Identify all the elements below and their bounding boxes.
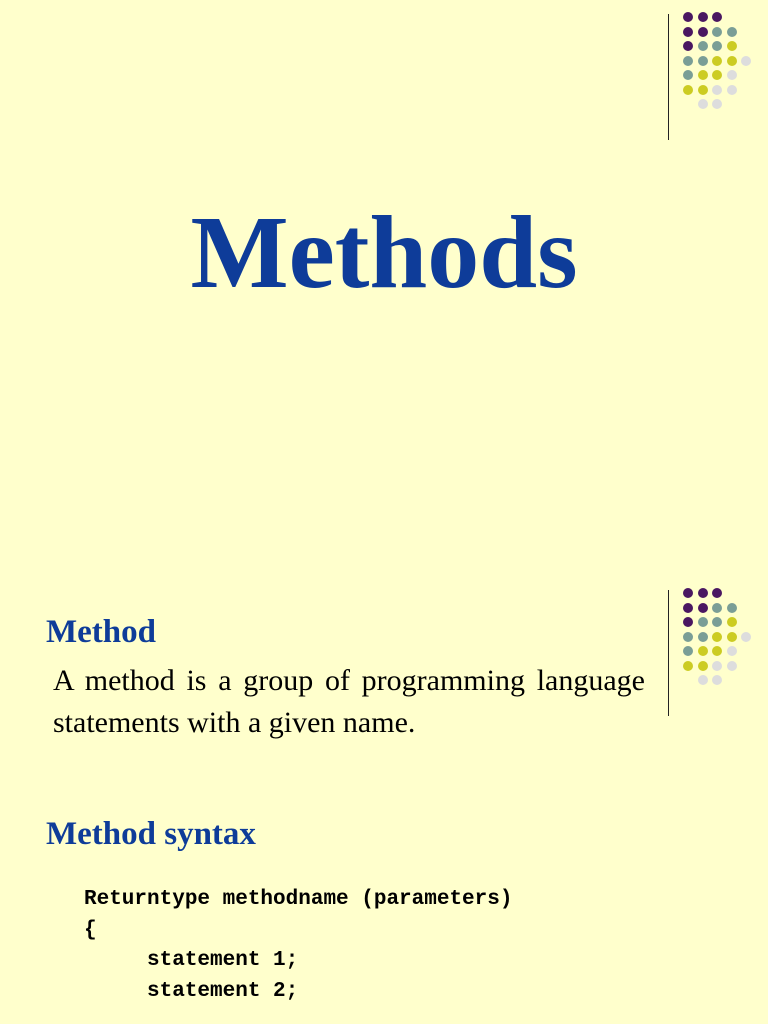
slide-title: Methods (190, 195, 578, 310)
decorative-dot (683, 27, 693, 37)
code-line-open-brace: { (84, 919, 97, 942)
decorative-dot (683, 603, 693, 613)
decorative-dot (698, 56, 708, 66)
dot-grid-decoration (683, 588, 768, 698)
decorative-dot (683, 661, 693, 671)
code-line-statement-1: statement 1; (84, 949, 299, 972)
decorative-dot (698, 70, 708, 80)
dot-grid-decoration (683, 12, 768, 122)
decorative-dot (683, 588, 693, 598)
decorative-dot (712, 70, 722, 80)
code-line-statement-2: statement 2; (84, 980, 299, 1003)
decorative-dot (698, 632, 708, 642)
decorative-dot (698, 603, 708, 613)
decorative-dot (727, 617, 737, 627)
decorative-dot (727, 85, 737, 95)
decorative-dot (698, 675, 708, 685)
decorative-dot (698, 85, 708, 95)
divider-line (668, 14, 669, 140)
decorative-dot (727, 70, 737, 80)
decorative-dot (683, 632, 693, 642)
code-line-signature: Returntype methodname (parameters) (84, 888, 513, 911)
decorative-dot (698, 99, 708, 109)
method-slide (0, 576, 768, 1024)
decorative-dot (712, 675, 722, 685)
decorative-dot (683, 56, 693, 66)
decorative-dot (727, 632, 737, 642)
decorative-dot (727, 661, 737, 671)
decorative-dot (698, 588, 708, 598)
decorative-dot (712, 646, 722, 656)
decorative-dot (683, 12, 693, 22)
decorative-dot (683, 646, 693, 656)
decorative-dot (698, 617, 708, 627)
decorative-dot (698, 12, 708, 22)
decorative-dot (712, 56, 722, 66)
decorative-dot (683, 617, 693, 627)
decorative-dot (727, 646, 737, 656)
decorative-dot (712, 588, 722, 598)
decorative-dot (712, 661, 722, 671)
decorative-dot (727, 603, 737, 613)
decorative-dot (712, 632, 722, 642)
decorative-dot (741, 632, 751, 642)
decorative-dot (727, 41, 737, 51)
decorative-dot (698, 646, 708, 656)
method-definition: A method is a group of programming language statements with a given name. (53, 664, 645, 739)
decorative-dot (712, 85, 722, 95)
decorative-dot (712, 27, 722, 37)
decorative-dot (698, 41, 708, 51)
decorative-dot (712, 603, 722, 613)
decorative-dot (683, 70, 693, 80)
decorative-dot (712, 12, 722, 22)
syntax-heading: Method syntax (46, 816, 256, 852)
method-heading: Method (46, 614, 156, 650)
decorative-dot (712, 41, 722, 51)
divider-line (668, 590, 669, 716)
decorative-dot (683, 85, 693, 95)
decorative-dot (741, 56, 751, 66)
decorative-dot (712, 99, 722, 109)
decorative-dot (698, 661, 708, 671)
decorative-dot (698, 27, 708, 37)
decorative-dot (712, 617, 722, 627)
decorative-dot (727, 27, 737, 37)
decorative-dot (727, 56, 737, 66)
decorative-dot (683, 41, 693, 51)
